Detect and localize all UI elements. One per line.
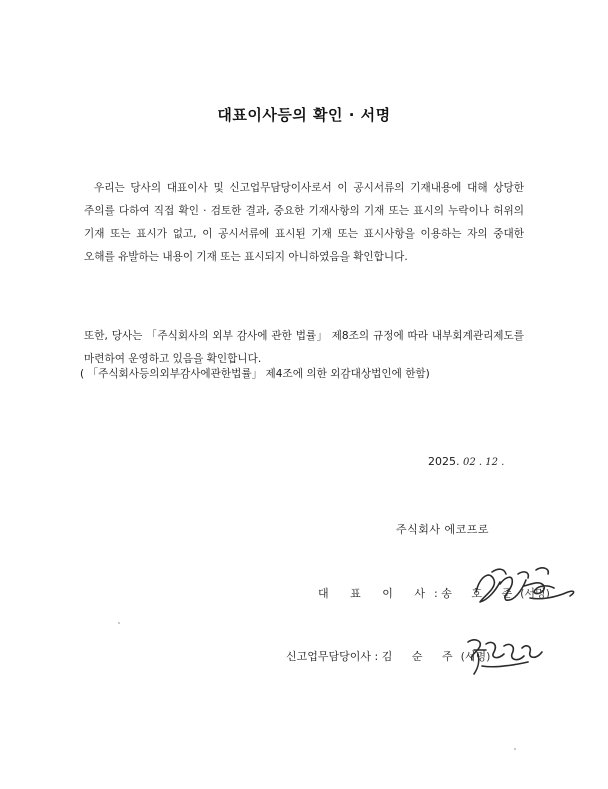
scan-speck bbox=[118, 622, 120, 624]
cfo-handwritten-signature bbox=[460, 632, 550, 677]
confirmation-paragraph: 우리는 당사의 대표이사 및 신고업무담당이사로서 이 공시서류의 기재내용에 대해 상당한 주의를 다하여 직접 확인 · 검토한 결과, 중요한 기재사항의 기재 또는 표시의 누락이나 허위의 기재 또는 표시가 없고, 이 공시서류에 표시된 기재 또는 표시사항을 이용하는 자의 중대한 오해를 유발하는 내용이 기재 또는 표시되지 아니하였음을 확인합니다. bbox=[84, 182, 524, 263]
cfo-name: 김 순 주 bbox=[381, 650, 461, 663]
cfo-seal-label: (서명) bbox=[460, 650, 491, 663]
cfo-role: 신고업무담당이사 bbox=[286, 650, 372, 663]
ceo-name: 송 호 준 bbox=[441, 587, 521, 600]
date-handwritten: 02 . 12 . bbox=[463, 457, 505, 468]
ceo-separator: : bbox=[434, 587, 438, 600]
applicability-note: ( 「주식회사등의외부감사에관한법률」 제4조에 의한 외감대상법인에 한함) bbox=[80, 368, 430, 380]
signing-date bbox=[428, 455, 504, 468]
ceo-seal-label: (서명) bbox=[520, 587, 550, 600]
cfo-separator: : bbox=[374, 650, 379, 663]
date-printed: 2025. bbox=[428, 455, 460, 468]
ceo-role: 대 표 이 사 bbox=[318, 587, 434, 600]
company-name: 주식회사 에코프로 bbox=[396, 523, 490, 536]
page-title: 대표이사등의 확인 · 서명 bbox=[217, 106, 391, 124]
scan-speck bbox=[514, 748, 516, 750]
internal-control-paragraph: 또한, 당사는 「주식회사의 외부 감사에 관한 법률」 제8조의 규정에 따라 내부회계관리제도를 마련하여 운영하고 있음을 확인합니다. bbox=[84, 330, 524, 365]
ceo-handwritten-signature bbox=[470, 562, 580, 612]
